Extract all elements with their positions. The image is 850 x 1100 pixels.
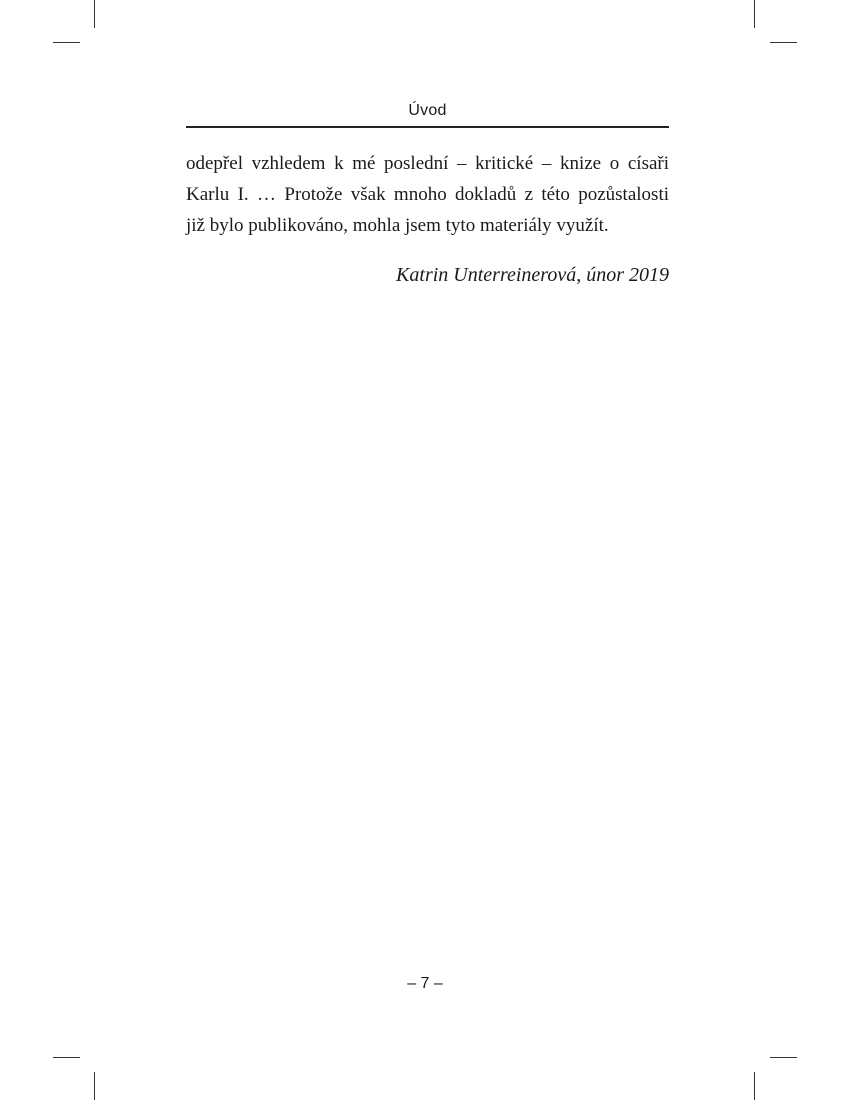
paragraph-line: Karlu I. … Protože však mnoho dokladů z této pozůstalosti (186, 184, 669, 205)
body-paragraph (186, 148, 669, 241)
crop-mark-bottom-left-horizontal (53, 1057, 80, 1058)
author-signature: Katrin Unterreinerová, únor 2019 (396, 264, 669, 286)
page-number: – 7 – (407, 975, 443, 992)
crop-mark-bottom-right-vertical (754, 1072, 755, 1100)
crop-mark-top-right-horizontal (770, 42, 797, 43)
crop-mark-top-left-horizontal (53, 42, 80, 43)
paragraph-line: již bylo publikováno, mohla jsem tyto materiály využít. (186, 215, 609, 236)
crop-mark-top-right-vertical (754, 0, 755, 28)
paragraph-line: odepřel vzhledem k mé poslední – kritické – knize o císaři (186, 153, 669, 174)
running-head: Úvod (408, 102, 447, 119)
crop-mark-bottom-left-vertical (94, 1072, 95, 1100)
crop-mark-top-left-vertical (94, 0, 95, 28)
crop-mark-bottom-right-horizontal (770, 1057, 797, 1058)
page-header (186, 100, 669, 128)
